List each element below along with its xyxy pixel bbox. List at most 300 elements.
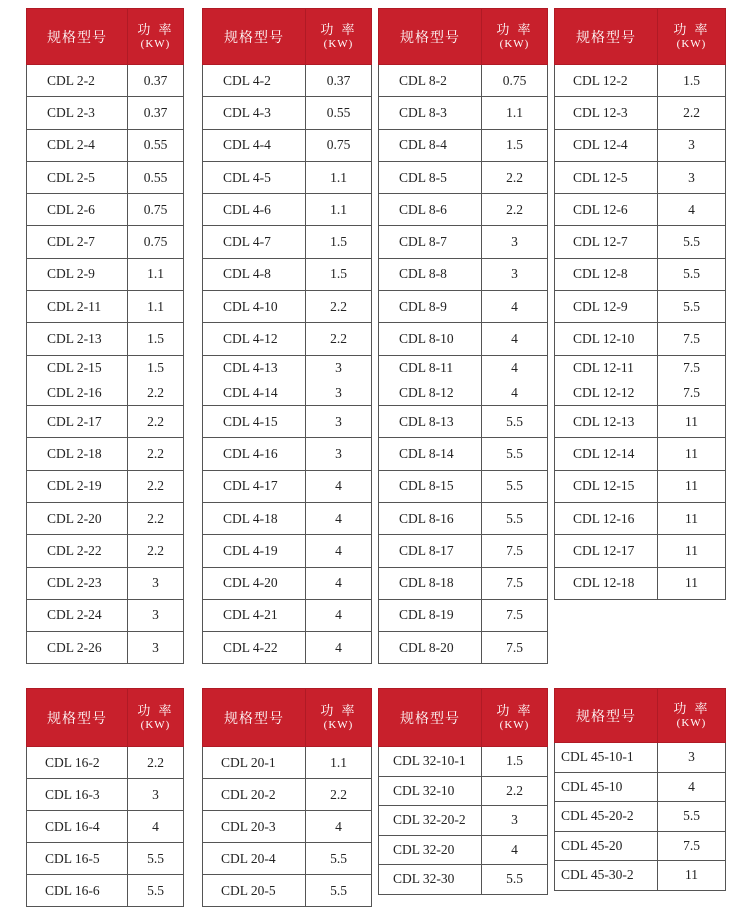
model-header-label: 规格型号 <box>400 710 460 727</box>
header-row <box>203 9 372 65</box>
model-cell: CDL 2-17 <box>27 406 128 438</box>
header-row <box>555 689 726 743</box>
table-row <box>203 470 372 502</box>
power-header-label: 功 率 <box>673 23 710 38</box>
power-cell: 4 <box>658 772 726 802</box>
table-row <box>379 129 548 161</box>
table-row <box>555 380 726 405</box>
model-cell: CDL 8-18 <box>379 567 482 599</box>
table-row <box>555 535 726 567</box>
model-cell: CDL 8-14 <box>379 438 482 470</box>
model-header <box>555 689 658 743</box>
power-cell: 4 <box>306 599 372 631</box>
power-cell: 0.37 <box>128 97 184 129</box>
power-cell: 1.1 <box>128 291 184 323</box>
table-row <box>379 194 548 226</box>
table-row <box>555 97 726 129</box>
power-cell: 2.2 <box>128 502 184 534</box>
model-cell: CDL 4-3 <box>203 97 306 129</box>
model-cell: CDL 12-18 <box>555 567 658 599</box>
table-row <box>27 535 184 567</box>
power-unit-label: (KW) <box>140 719 171 731</box>
power-cell: 0.55 <box>128 161 184 193</box>
model-cell: CDL 4-4 <box>203 129 306 161</box>
model-cell: CDL 8-8 <box>379 258 482 290</box>
power-cell: 4 <box>482 323 548 355</box>
power-cell: 1.1 <box>128 258 184 290</box>
table-row <box>27 380 184 405</box>
power-cell: 0.55 <box>128 129 184 161</box>
power-cell: 3 <box>128 599 184 631</box>
power-cell: 4 <box>658 194 726 226</box>
power-cell: 11 <box>658 567 726 599</box>
power-cell: 11 <box>658 470 726 502</box>
power-cell: 1.5 <box>128 355 184 380</box>
model-cell: CDL 12-13 <box>555 406 658 438</box>
power-cell: 7.5 <box>658 355 726 380</box>
table-row <box>379 161 548 193</box>
power-cell: 11 <box>658 406 726 438</box>
power-cell: 3 <box>482 258 548 290</box>
power-cell: 3 <box>306 380 372 405</box>
power-cell: 1.1 <box>306 747 372 779</box>
model-cell: CDL 20-3 <box>203 811 306 843</box>
header-row <box>203 689 372 747</box>
table-row <box>27 323 184 355</box>
power-cell: 2.2 <box>482 194 548 226</box>
power-cell: 3 <box>482 226 548 258</box>
power-header <box>482 689 548 747</box>
model-cell: CDL 2-9 <box>27 258 128 290</box>
table-row <box>27 129 184 161</box>
table-row <box>203 194 372 226</box>
power-cell: 3 <box>658 129 726 161</box>
table-row <box>203 323 372 355</box>
model-cell: CDL 2-2 <box>27 65 128 97</box>
table-row <box>379 406 548 438</box>
table-row <box>203 502 372 534</box>
table-row <box>555 743 726 773</box>
model-cell: CDL 4-7 <box>203 226 306 258</box>
power-cell: 3 <box>128 632 184 664</box>
model-cell: CDL 2-11 <box>27 291 128 323</box>
power-cell: 2.2 <box>128 470 184 502</box>
model-cell: CDL 4-6 <box>203 194 306 226</box>
model-cell: CDL 4-13 <box>203 355 306 380</box>
model-cell: CDL 8-4 <box>379 129 482 161</box>
power-header <box>128 689 184 747</box>
table-row <box>203 129 372 161</box>
table-row <box>27 226 184 258</box>
power-cell: 3 <box>658 743 726 773</box>
model-cell: CDL 2-7 <box>27 226 128 258</box>
power-cell: 0.75 <box>128 194 184 226</box>
model-header-label: 规格型号 <box>576 29 636 46</box>
power-cell: 1.1 <box>482 97 548 129</box>
model-cell: CDL 12-3 <box>555 97 658 129</box>
model-cell: CDL 20-1 <box>203 747 306 779</box>
power-cell: 0.55 <box>306 97 372 129</box>
model-header-label: 规格型号 <box>224 710 284 727</box>
model-cell: CDL 12-15 <box>555 470 658 502</box>
table-row <box>379 747 548 777</box>
table-row <box>203 599 372 631</box>
model-cell: CDL 2-19 <box>27 470 128 502</box>
model-cell: CDL 45-20-2 <box>555 802 658 832</box>
model-cell: CDL 32-20 <box>379 835 482 865</box>
model-header-label: 规格型号 <box>576 708 636 725</box>
model-header-label: 规格型号 <box>47 29 107 46</box>
header-row <box>379 689 548 747</box>
model-cell: CDL 32-10-1 <box>379 747 482 777</box>
table-row <box>203 258 372 290</box>
power-cell: 7.5 <box>482 567 548 599</box>
power-cell: 5.5 <box>658 258 726 290</box>
model-cell: CDL 8-19 <box>379 599 482 631</box>
table-row <box>27 258 184 290</box>
spec-table-cdl4 <box>202 8 372 664</box>
model-cell: CDL 16-6 <box>27 875 128 907</box>
power-cell: 2.2 <box>306 323 372 355</box>
spec-table-cdl20 <box>202 688 372 907</box>
table-row <box>379 355 548 380</box>
power-cell: 11 <box>658 438 726 470</box>
power-cell: 2.2 <box>128 438 184 470</box>
table-row <box>555 355 726 380</box>
table-row <box>555 258 726 290</box>
power-cell: 4 <box>482 380 548 405</box>
model-cell: CDL 16-3 <box>27 779 128 811</box>
power-cell: 7.5 <box>658 323 726 355</box>
power-cell: 11 <box>658 502 726 534</box>
header-row <box>27 689 184 747</box>
table-row <box>203 65 372 97</box>
power-header-label: 功 率 <box>496 704 533 719</box>
table-row <box>27 194 184 226</box>
table-row <box>203 291 372 323</box>
power-cell: 1.5 <box>658 65 726 97</box>
power-unit-label: (KW) <box>676 38 707 50</box>
power-cell: 1.5 <box>128 323 184 355</box>
power-cell: 3 <box>306 438 372 470</box>
power-cell: 3 <box>306 406 372 438</box>
power-unit-label: (KW) <box>499 38 530 50</box>
model-cell: CDL 2-3 <box>27 97 128 129</box>
power-cell: 7.5 <box>658 831 726 861</box>
table-row <box>203 747 372 779</box>
model-cell: CDL 16-4 <box>27 811 128 843</box>
power-header <box>306 689 372 747</box>
power-unit-label: (KW) <box>676 717 707 729</box>
table-row <box>27 65 184 97</box>
table-row <box>27 632 184 664</box>
model-cell: CDL 45-20 <box>555 831 658 861</box>
model-cell: CDL 2-16 <box>27 380 128 405</box>
table-row <box>379 632 548 664</box>
table-row <box>203 875 372 907</box>
power-cell: 4 <box>128 811 184 843</box>
model-header <box>203 9 306 65</box>
power-cell: 5.5 <box>482 438 548 470</box>
table-row <box>27 843 184 875</box>
model-cell: CDL 12-6 <box>555 194 658 226</box>
table-row <box>379 258 548 290</box>
table-row <box>555 129 726 161</box>
table-row <box>27 811 184 843</box>
model-cell: CDL 32-10 <box>379 776 482 806</box>
model-header <box>379 9 482 65</box>
power-cell: 5.5 <box>658 291 726 323</box>
model-cell: CDL 4-22 <box>203 632 306 664</box>
model-cell: CDL 4-8 <box>203 258 306 290</box>
power-header-label: 功 率 <box>137 704 174 719</box>
model-header <box>27 689 128 747</box>
power-cell: 4 <box>306 535 372 567</box>
table-row <box>379 226 548 258</box>
table-row <box>27 470 184 502</box>
model-cell: CDL 20-5 <box>203 875 306 907</box>
power-header <box>658 9 726 65</box>
model-cell: CDL 4-14 <box>203 380 306 405</box>
table-row <box>203 97 372 129</box>
power-cell: 2.2 <box>482 161 548 193</box>
table-row <box>555 438 726 470</box>
power-cell: 7.5 <box>482 632 548 664</box>
power-cell: 5.5 <box>658 226 726 258</box>
model-header <box>203 689 306 747</box>
power-cell: 2.2 <box>128 747 184 779</box>
table-row <box>27 438 184 470</box>
power-header <box>128 9 184 65</box>
spec-table-cdl32 <box>378 688 548 895</box>
model-cell: CDL 12-9 <box>555 291 658 323</box>
power-header-label: 功 率 <box>496 23 533 38</box>
power-cell: 11 <box>658 535 726 567</box>
spec-table-cdl2 <box>26 8 184 664</box>
table-row <box>27 599 184 631</box>
power-cell: 5.5 <box>128 875 184 907</box>
model-cell: CDL 4-20 <box>203 567 306 599</box>
model-cell: CDL 45-30-2 <box>555 861 658 891</box>
model-cell: CDL 12-4 <box>555 129 658 161</box>
model-header-label: 规格型号 <box>224 29 284 46</box>
spec-table-cdl8 <box>378 8 548 664</box>
table-row <box>379 535 548 567</box>
table-row <box>379 470 548 502</box>
header-row <box>379 9 548 65</box>
power-cell: 4 <box>306 502 372 534</box>
model-cell: CDL 12-7 <box>555 226 658 258</box>
table-row <box>555 831 726 861</box>
model-cell: CDL 8-10 <box>379 323 482 355</box>
power-cell: 1.5 <box>482 747 548 777</box>
power-cell: 0.75 <box>306 129 372 161</box>
power-cell: 11 <box>658 861 726 891</box>
spec-table-cdl45 <box>554 688 726 891</box>
power-unit-label: (KW) <box>323 719 354 731</box>
model-cell: CDL 45-10-1 <box>555 743 658 773</box>
power-cell: 4 <box>306 811 372 843</box>
power-cell: 7.5 <box>658 380 726 405</box>
power-cell: 5.5 <box>306 843 372 875</box>
table-row <box>379 835 548 865</box>
model-cell: CDL 4-10 <box>203 291 306 323</box>
table-row <box>203 406 372 438</box>
power-cell: 7.5 <box>482 599 548 631</box>
table-row <box>555 65 726 97</box>
model-cell: CDL 8-15 <box>379 470 482 502</box>
model-cell: CDL 2-20 <box>27 502 128 534</box>
model-header <box>379 689 482 747</box>
power-cell: 1.1 <box>306 161 372 193</box>
table-row <box>555 161 726 193</box>
table-row <box>555 502 726 534</box>
table-row <box>27 291 184 323</box>
model-cell: CDL 32-30 <box>379 865 482 895</box>
power-cell: 1.5 <box>482 129 548 161</box>
table-row <box>203 632 372 664</box>
model-cell: CDL 4-5 <box>203 161 306 193</box>
model-cell: CDL 12-2 <box>555 65 658 97</box>
model-cell: CDL 8-7 <box>379 226 482 258</box>
table-row <box>379 323 548 355</box>
power-cell: 5.5 <box>482 470 548 502</box>
power-cell: 4 <box>306 632 372 664</box>
table-row <box>555 406 726 438</box>
model-cell: CDL 8-20 <box>379 632 482 664</box>
power-cell: 0.75 <box>128 226 184 258</box>
power-header <box>306 9 372 65</box>
table-row <box>203 161 372 193</box>
power-cell: 1.1 <box>306 194 372 226</box>
table-row <box>555 323 726 355</box>
table-row <box>27 779 184 811</box>
model-header <box>555 9 658 65</box>
model-cell: CDL 8-9 <box>379 291 482 323</box>
table-row <box>203 380 372 405</box>
model-cell: CDL 12-11 <box>555 355 658 380</box>
power-cell: 5.5 <box>482 406 548 438</box>
table-row <box>379 380 548 405</box>
table-row <box>379 65 548 97</box>
table-row <box>27 875 184 907</box>
table-row <box>379 567 548 599</box>
table-row <box>203 811 372 843</box>
model-cell: CDL 2-13 <box>27 323 128 355</box>
model-cell: CDL 8-13 <box>379 406 482 438</box>
model-cell: CDL 2-4 <box>27 129 128 161</box>
table-row <box>555 802 726 832</box>
model-cell: CDL 12-14 <box>555 438 658 470</box>
power-cell: 2.2 <box>128 406 184 438</box>
model-cell: CDL 45-10 <box>555 772 658 802</box>
model-cell: CDL 4-17 <box>203 470 306 502</box>
table-row <box>203 535 372 567</box>
power-cell: 2.2 <box>128 535 184 567</box>
model-cell: CDL 16-2 <box>27 747 128 779</box>
power-cell: 3 <box>306 355 372 380</box>
power-unit-label: (KW) <box>140 38 171 50</box>
power-cell: 2.2 <box>306 779 372 811</box>
table-row <box>379 291 548 323</box>
table-row <box>379 776 548 806</box>
model-cell: CDL 8-3 <box>379 97 482 129</box>
table-row <box>555 194 726 226</box>
model-cell: CDL 4-15 <box>203 406 306 438</box>
table-row <box>555 772 726 802</box>
power-cell: 2.2 <box>306 291 372 323</box>
model-cell: CDL 4-12 <box>203 323 306 355</box>
table-row <box>555 567 726 599</box>
model-header-label: 规格型号 <box>400 29 460 46</box>
model-cell: CDL 2-26 <box>27 632 128 664</box>
power-cell: 5.5 <box>658 802 726 832</box>
table-row <box>555 226 726 258</box>
model-cell: CDL 12-17 <box>555 535 658 567</box>
table-row <box>27 502 184 534</box>
power-cell: 0.37 <box>306 65 372 97</box>
model-cell: CDL 4-2 <box>203 65 306 97</box>
model-cell: CDL 2-6 <box>27 194 128 226</box>
power-cell: 4 <box>482 291 548 323</box>
power-cell: 1.5 <box>306 226 372 258</box>
power-unit-label: (KW) <box>499 719 530 731</box>
model-cell: CDL 12-16 <box>555 502 658 534</box>
power-unit-label: (KW) <box>323 38 354 50</box>
power-header-label: 功 率 <box>320 704 357 719</box>
table-row <box>379 806 548 836</box>
model-header-label: 规格型号 <box>47 710 107 727</box>
power-cell: 4 <box>482 355 548 380</box>
power-cell: 4 <box>482 835 548 865</box>
table-row <box>27 406 184 438</box>
spec-table-cdl16 <box>26 688 184 907</box>
power-cell: 2.2 <box>482 776 548 806</box>
table-row <box>203 843 372 875</box>
model-cell: CDL 12-5 <box>555 161 658 193</box>
model-cell: CDL 8-17 <box>379 535 482 567</box>
power-cell: 4 <box>306 470 372 502</box>
power-cell: 2.2 <box>128 380 184 405</box>
table-row <box>555 861 726 891</box>
power-header <box>482 9 548 65</box>
power-cell: 5.5 <box>128 843 184 875</box>
power-cell: 3 <box>128 779 184 811</box>
table-row <box>203 567 372 599</box>
table-row <box>555 291 726 323</box>
header-row <box>27 9 184 65</box>
power-header-label: 功 率 <box>673 702 710 717</box>
power-cell: 0.37 <box>128 65 184 97</box>
model-cell: CDL 8-12 <box>379 380 482 405</box>
model-cell: CDL 12-8 <box>555 258 658 290</box>
table-row <box>27 567 184 599</box>
power-cell: 3 <box>482 806 548 836</box>
model-cell: CDL 2-5 <box>27 161 128 193</box>
power-header-label: 功 率 <box>320 23 357 38</box>
power-cell: 2.2 <box>658 97 726 129</box>
model-cell: CDL 2-24 <box>27 599 128 631</box>
model-cell: CDL 4-18 <box>203 502 306 534</box>
table-row <box>27 355 184 380</box>
power-cell: 5.5 <box>482 502 548 534</box>
header-row <box>555 9 726 65</box>
table-row <box>203 355 372 380</box>
model-header <box>27 9 128 65</box>
model-cell: CDL 2-15 <box>27 355 128 380</box>
table-row <box>379 97 548 129</box>
model-cell: CDL 8-2 <box>379 65 482 97</box>
